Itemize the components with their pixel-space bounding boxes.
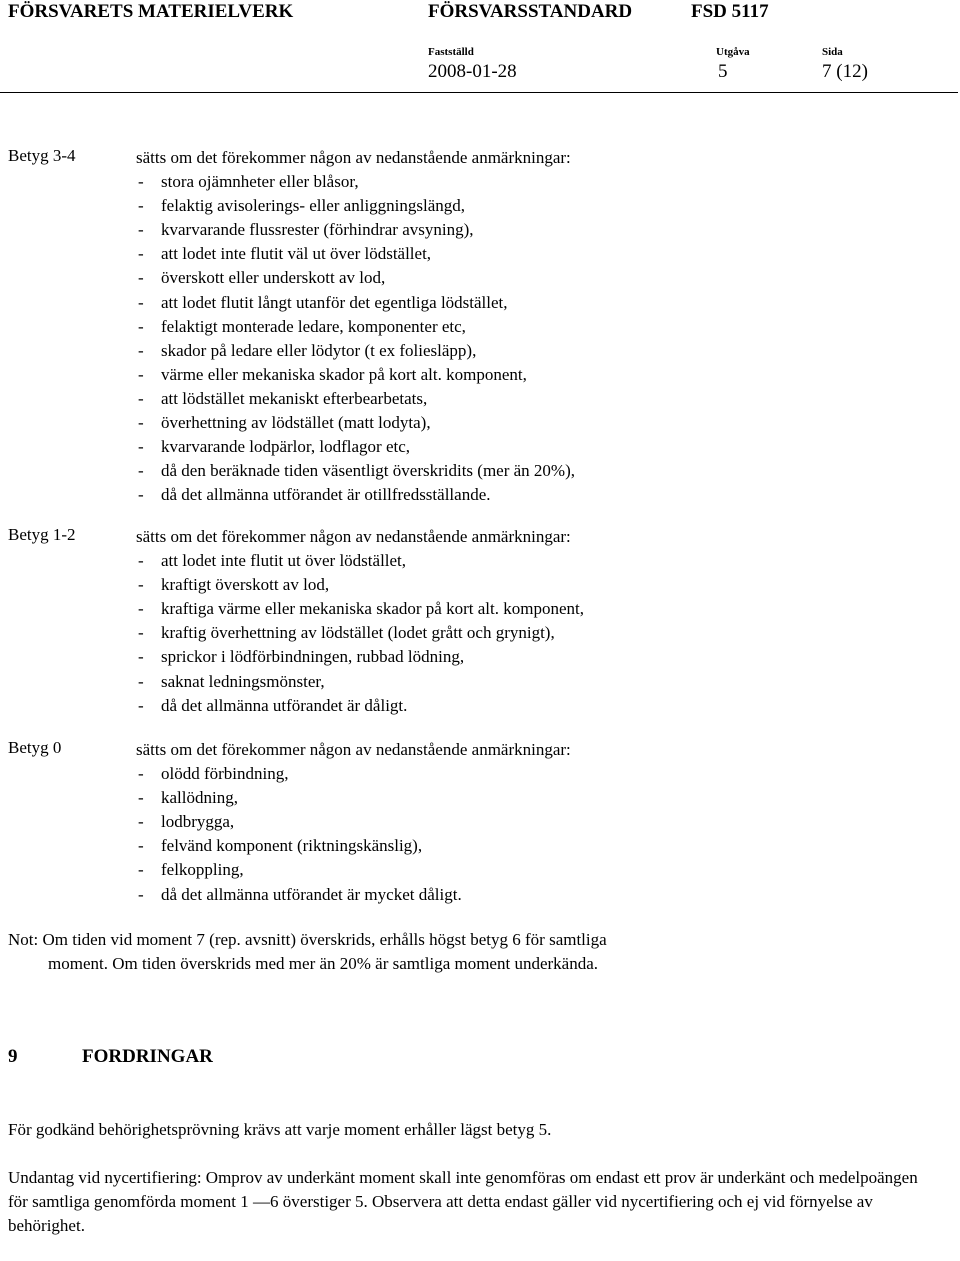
dash-marker: -: [138, 388, 144, 408]
dash-marker: -: [138, 599, 144, 619]
dash-marker: -: [138, 437, 144, 457]
list-item: - kvarvarande flussrester (förhindrar avsyning),: [136, 218, 575, 242]
established-date: 2008-01-28: [428, 61, 517, 82]
dash-marker: -: [138, 860, 144, 880]
document-type: FÖRSVARSSTANDARD: [428, 1, 633, 22]
document-id: FSD 5117: [691, 1, 769, 22]
dash-marker: -: [138, 812, 144, 832]
dash-marker: -: [138, 413, 144, 433]
dash-marker: -: [138, 172, 144, 192]
grade-criteria-3-4: [136, 146, 575, 507]
dash-marker: -: [138, 788, 144, 808]
dash-marker: -: [138, 623, 144, 643]
grade-intro: sätts om det förekommer någon av nedanstående anmärkningar:: [136, 527, 571, 546]
dash-marker: -: [138, 551, 144, 571]
note-line-2: moment. Om tiden överskrids med mer än 20% är samtliga moment underkända.: [48, 954, 599, 973]
grade-criteria-0: [136, 738, 571, 907]
list-item: - olödd förbindning,: [136, 762, 571, 786]
list-item: - stora ojämnheter eller blåsor,: [136, 170, 575, 194]
grade-remarks-list: [136, 549, 584, 718]
list-item: - att lodet inte flutit väl ut över lödstället,: [136, 242, 575, 266]
time-note: [8, 928, 948, 976]
exception-paragraph: Undantag vid nycertifiering: Omprov av underkänt moment skall inte genomföras om endast ett prov är underkänt och medelpoängen för samtliga genomförda moment 1 —6 överstiger 5. Observera att detta endast gäller vid nycertifiering och ej vid förnyelse av behörighet.: [8, 1168, 918, 1235]
list-item: - då det allmänna utförandet är otillfredsställande.: [136, 483, 575, 507]
list-item: - felaktig avisolerings- eller anliggningslängd,: [136, 194, 575, 218]
grade-label-1-2: Betyg 1-2: [8, 525, 76, 544]
dash-marker: -: [138, 340, 144, 360]
dash-marker: -: [138, 884, 144, 904]
list-item: - kraftig överhettning av lödstället (lodet grått och grynigt),: [136, 621, 584, 645]
dash-marker: -: [138, 695, 144, 715]
list-item: - kallödning,: [136, 786, 571, 810]
section-number: 9: [8, 1046, 18, 1067]
list-item: - skador på ledare eller lödytor (t ex foliesläpp),: [136, 339, 575, 363]
dash-marker: -: [138, 836, 144, 856]
section-title: FORDRINGAR: [82, 1046, 213, 1067]
page-header: [0, 0, 960, 26]
dash-marker: -: [138, 575, 144, 595]
dash-marker: -: [138, 485, 144, 505]
edition-label: Utgåva: [716, 46, 750, 58]
dash-marker: -: [138, 292, 144, 312]
dash-marker: -: [138, 671, 144, 691]
grade-intro: sätts om det förekommer någon av nedanstående anmärkningar:: [136, 740, 571, 759]
list-item: - att lödstället mekaniskt efterbearbetats,: [136, 387, 575, 411]
dash-marker: -: [138, 647, 144, 667]
list-item: - då det allmänna utförandet är mycket dåligt.: [136, 883, 571, 907]
dash-marker: -: [138, 244, 144, 264]
grade-criteria-1-2: [136, 525, 584, 718]
list-item: - värme eller mekaniska skador på kort alt. komponent,: [136, 363, 575, 387]
list-item: - saknat ledningsmönster,: [136, 670, 584, 694]
list-item: - överskott eller underskott av lod,: [136, 266, 575, 290]
note-line-1: Not: Om tiden vid moment 7 (rep. avsnitt) överskrids, erhålls högst betyg 6 för samtliga: [8, 930, 607, 949]
dash-marker: -: [138, 268, 144, 288]
grade-remarks-list: [136, 762, 571, 907]
organization-name: FÖRSVARETS MATERIELVERK: [8, 1, 294, 22]
list-item: - felkoppling,: [136, 858, 571, 882]
list-item: - lodbrygga,: [136, 810, 571, 834]
requirement-paragraph: För godkänd behörighetsprövning krävs att varje moment erhåller lägst betyg 5.: [8, 1120, 552, 1139]
list-item: - felaktigt monterade ledare, komponenter etc,: [136, 315, 575, 339]
grade-remarks-list: [136, 170, 575, 507]
page-number: 7 (12): [822, 61, 868, 82]
list-item: - då den beräknade tiden väsentligt överskridits (mer än 20%),: [136, 459, 575, 483]
list-item: - kvarvarande lodpärlor, lodflagor etc,: [136, 435, 575, 459]
list-item: - felvänd komponent (riktningskänslig),: [136, 834, 571, 858]
grade-label-0: Betyg 0: [8, 738, 62, 757]
dash-marker: -: [138, 196, 144, 216]
list-item: - sprickor i lödförbindningen, rubbad lödning,: [136, 645, 584, 669]
edition-number: 5: [718, 61, 728, 82]
grade-label-3-4: Betyg 3-4: [8, 146, 76, 165]
dash-marker: -: [138, 461, 144, 481]
dash-marker: -: [138, 316, 144, 336]
list-item: - då det allmänna utförandet är dåligt.: [136, 694, 584, 718]
list-item: - kraftiga värme eller mekaniska skador på kort alt. komponent,: [136, 597, 584, 621]
list-item: - överhettning av lödstället (matt lodyta),: [136, 411, 575, 435]
grade-intro: sätts om det förekommer någon av nedanstående anmärkningar:: [136, 148, 571, 167]
dash-marker: -: [138, 764, 144, 784]
list-item: - att lodet flutit långt utanför det egentliga lödstället,: [136, 291, 575, 315]
established-label: Fastställd: [428, 46, 474, 58]
dash-marker: -: [138, 364, 144, 384]
dash-marker: -: [138, 220, 144, 240]
header-divider: [0, 92, 958, 93]
page-label: Sida: [822, 46, 843, 58]
list-item: - att lodet inte flutit ut över lödstället,: [136, 549, 584, 573]
list-item: - kraftigt överskott av lod,: [136, 573, 584, 597]
